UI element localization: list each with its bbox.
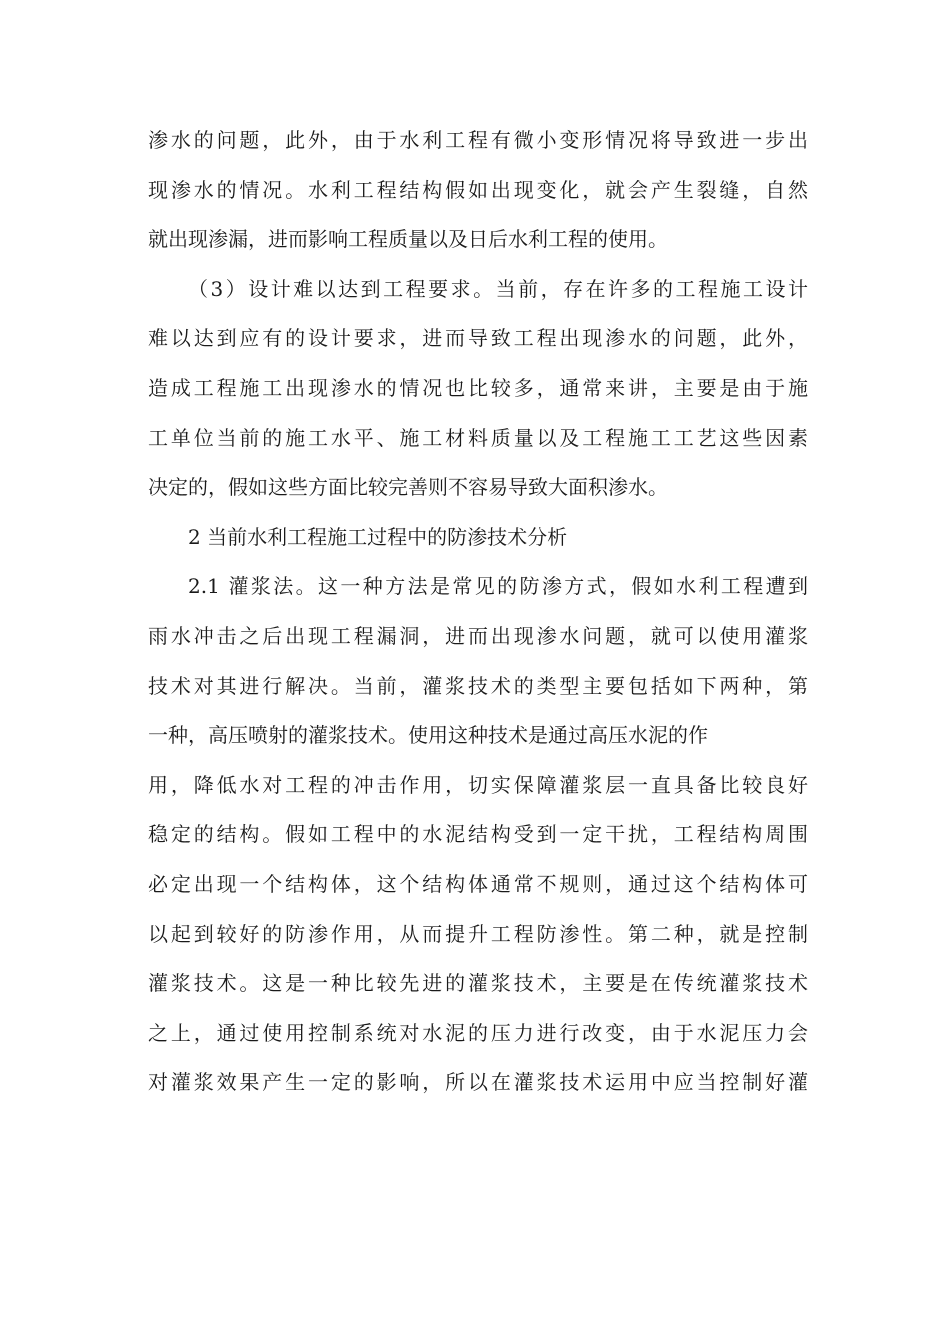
text-line: 工单位当前的施工水平、施工材料质量以及工程施工工艺这些因素 <box>148 425 808 450</box>
text-line: 必定出现一个结构体，这个结构体通常不规则，通过这个结构体可 <box>148 871 808 896</box>
text-line: 渗水的问题，此外，由于水利工程有微小变形情况将导致进一步出 <box>148 128 808 152</box>
text-line: 造成工程施工出现渗水的情况也比较多，通常来讲，主要是由于施 <box>148 375 808 400</box>
text-line: 决定的，假如这些方面比较完善则不容易导致大面积渗水。 <box>148 475 668 500</box>
text-line: 对灌浆效果产生一定的影响，所以在灌浆技术运用中应当控制好灌 <box>148 1070 808 1095</box>
text-line: 现渗水的情况。水利工程结构假如出现变化，就会产生裂缝，自然 <box>148 177 808 202</box>
text-line: 技术对其进行解决。当前，灌浆技术的类型主要包括如下两种，第 <box>148 673 808 698</box>
text-line: 以起到较好的防渗作用，从而提升工程防渗性。第二种，就是控制 <box>148 921 808 946</box>
text-line: 难以达到应有的设计要求，进而导致工程出现渗水的问题，此外， <box>148 326 808 351</box>
text-line: 一种，高压喷射的灌浆技术。使用这种技术是通过高压水泥的作 <box>148 723 708 748</box>
text-line: 用，降低水对工程的冲击作用，切实保障灌浆层一直具备比较良好 <box>148 772 808 797</box>
body-text <box>148 116 808 1108</box>
text-line: 2.1 灌浆法。这一种方法是常见的防渗方式，假如水利工程遭到 <box>188 574 808 599</box>
text-line: 就出现渗漏，进而影响工程质量以及日后水利工程的使用。 <box>148 227 668 252</box>
section-heading: 2 当前水利工程施工过程中的防渗技术分析 <box>188 524 568 549</box>
text-line: 雨水冲击之后出现工程漏洞，进而出现渗水问题，就可以使用灌浆 <box>148 623 808 648</box>
text-line: 稳定的结构。假如工程中的水泥结构受到一定干扰，工程结构周围 <box>148 822 808 847</box>
text-line: 灌浆技术。这是一种比较先进的灌浆技术，主要是在传统灌浆技术 <box>148 971 808 996</box>
text-line: 之上，通过使用控制系统对水泥的压力进行改变，由于水泥压力会 <box>148 1020 808 1045</box>
text-line: （3）设计难以达到工程要求。当前，存在许多的工程施工设计 <box>188 276 808 301</box>
